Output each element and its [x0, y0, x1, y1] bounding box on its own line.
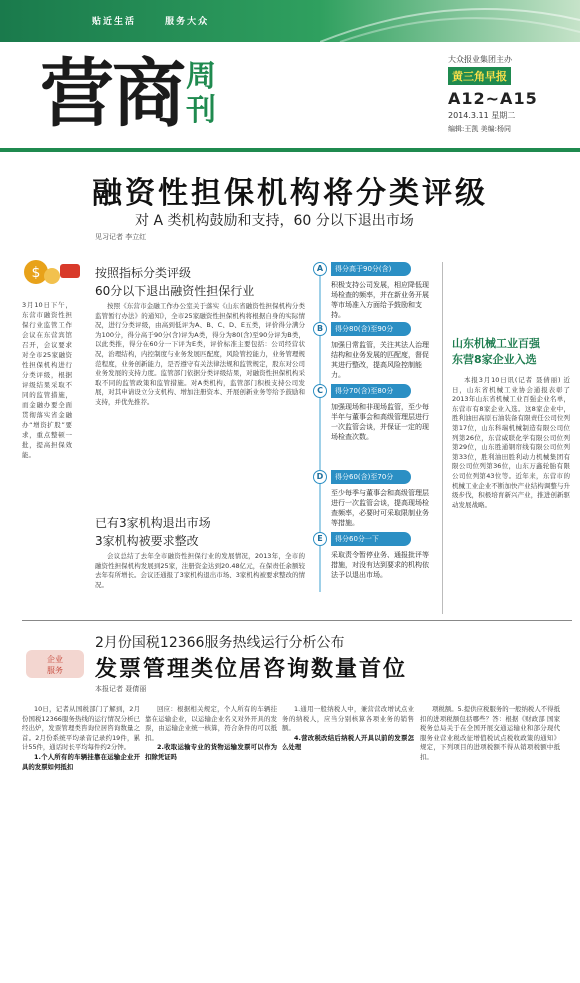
paragraph: 1.通用一般纳税人中，兼营营改增试点业务的纳税人，应当分别核算各项业务的销售额。 [282, 705, 414, 733]
banner-slogan [92, 14, 209, 27]
sidebar-body: 本报3月10日讯(记者 聂倩丽) 近日，山东省机械工业协会通报表彰了2013年山东省机械工业百强企业名单，东营市有8家企业入选。这8家企业中，胜利油田高原石油装备有限责任公司位列第17位，山东科瑞机械制造有限公司位列第26位，东营威联化学有限公司位列第29位，山东胜通钢帘线有限公司位列第33位，胜利油田胜利动力机械集团有限公司位列第36位，山东万鑫轮胎有限公司位列第43位等。近年来，东营市的机械工业企业不断加快产业结构调整与升级步伐，积极培育新兴产业，推进创新驱动发展战略。 [452, 376, 570, 509]
subhead-1b: 60分以下退出融资性担保行业 [95, 284, 255, 298]
grade-letter: D [313, 470, 327, 484]
grade-band: 得分60分一下 [331, 532, 411, 546]
paragraph: 项税额。5.提供应税服务的一般纳税人不得抵扣的进项税额包括哪些？答：根据《财政部 国家税务总局关于在全国开展交通运输业和部分现代服务业营业税改征增值税试点税收政策的通知》规定，下列项目的进项税额不得从销项税额中抵扣。 [420, 705, 560, 761]
question-heading: 2.收取运输专业的货物运输发票可以作为扣除凭证吗 [145, 743, 277, 761]
grade-text: 加强现场和非现场监管，至少每半年与董事会和高级管理层进行一次监管会谈，并保证一定的现场检查次数。 [331, 403, 429, 441]
paragraph: 10日，记者从国税部门了解到，2月份国税12366服务热线的运行情况分析已经出炉，发票管理类咨询位居咨询数量之首。2月份系统平均录音记录约19件，累计55件，通话时长平均每件约2分钟。 [22, 705, 140, 752]
lead-paragraph: 3月10日下午，东营市融资性担保行业监管工作会议在东营宾馆召开，会议要求对全市25家融资性担保机构进行分类评级，根据评级结果采取不同的监管措施，而金融办要全面贯彻落实省金融办“增资扩股”要求，重点整顿一批，提高担保效能。 [22, 301, 72, 459]
article1-body-2: 会议总结了去年全市融资性担保行业的发展情况，2013年，全市的融资性担保机构发展到25家，注册资金达到20.48亿元，在保责任余额较去年有所增长。会议还通报了3家机构退出市场、3家机构被要求整改的情况。 [95, 552, 305, 589]
headline-subtitle: 对 A 类机构鼓励和支持，60 分以下退出市场 [135, 213, 414, 229]
paragraph: 回应：根据相关规定，个人所有的车辆挂靠在运输企业，以运输企业名义对外开具的发票，由运输企业统一核算，符合条件的可以抵扣。 [145, 705, 277, 742]
masthead-weekly: 周刊 [186, 59, 216, 128]
masthead [0, 42, 580, 152]
article2-column-1 [22, 705, 140, 975]
byline-article1: 见习记者 李立红 [95, 233, 147, 241]
sidebar-title-2: 东营8家企业入选 [452, 353, 537, 366]
article2-kicker: 2月份国税12366服务热线运行分析公布 [95, 635, 345, 651]
column-divider [442, 262, 443, 614]
grade-text: 至少每季与董事会和高级管理层进行一次监管会谈，提高现场检查频率，必要时可采取限制业务等措施。 [331, 489, 429, 527]
article1-body-1: 按照《东营市金融工作办公室关于落实《山东省融资性担保机构分类监管暂行办法》的通知》，全市25家融资性担保机构将根据自身的实际情况，进行分类评级，由高到低评为A、B、C、D、E五类，评价得分满分为100分，得分高于90分(含)评为A类，得分为80(含)至90分评为B类，以此类推，得分在60分一下评为E类，评价标准主要包括：公司经营状况，治理结构，内控制度与业务发展匹配度，风险管控能力，业务管理规范程度，业务创新能力，是否遵守有关法律法规和监管规定，股东对公司业务发展的支持力度。监管部门依据分类评级结果，对融资性担保机构采取不同的监管政策和监管措施。对A类机构，监管部门积极支持公司发展，对其申请设立分支机构、增加注册资本、开展创新业务等给予鼓励和支持，并优先推荐。 [95, 302, 305, 406]
byline-article2: 本报记者 聂倩丽 [95, 685, 147, 693]
enterprise-service-icon [22, 644, 88, 684]
grade-letter: C [313, 384, 327, 398]
editor-credit: 编辑:王凯 美编:杨同 [448, 125, 511, 133]
article2-headline: 发票管理类位居咨询数量首位 [95, 657, 408, 682]
publication-info [448, 54, 578, 134]
slogan-1: 贴近生活 [92, 17, 137, 27]
grade-band: 得分60(含)至70分 [331, 470, 411, 484]
grade-letter: A [313, 262, 327, 276]
banner-decoration [320, 0, 580, 42]
subhead-2a: 已有3家机构退出市场 [95, 516, 211, 530]
subhead-2b: 3家机构被要求整改 [95, 534, 199, 548]
grade-text: 积极支持公司发展，相应降低现场检查的频率，并在新业务开展等市场准入方面给予鼓励和支持。 [331, 281, 429, 319]
newspaper-brand: 黄三角早报 [448, 67, 511, 85]
section-divider [22, 620, 572, 621]
svg-text:服务: 服务 [47, 666, 63, 675]
slogan-2: 服务大众 [165, 17, 210, 27]
question-heading: 4.营改税改结后纳税人开具以前的发票怎么处理 [282, 733, 414, 752]
headline-main: 融资性担保机构将分类评级 [92, 176, 488, 211]
svg-text:企业: 企业 [47, 655, 63, 664]
grade-band: 得分80(含)至90分 [331, 322, 411, 336]
moneybag-icon [22, 250, 82, 290]
grade-timeline [313, 262, 433, 614]
issue-date: 2014.3.11 星期二 [448, 111, 516, 120]
publisher: 大众报业集团主办 [448, 55, 512, 64]
masthead-title: 营商 [40, 51, 184, 137]
grade-text: 采取责令暂停业务、通报批评等措施，对没有达到要求的机构依法予以退出市场。 [331, 551, 429, 579]
grade-text: 加强日常监管，关注其法人治理结构和业务发展的匹配度，督促其进行整改，提高风险控制能力。 [331, 341, 429, 379]
question-heading: 1.个人所有的车辆挂靠在运输企业开具的发票如何抵扣 [22, 752, 140, 771]
page-range: A12~A15 [448, 89, 538, 108]
grade-band: 得分高于90分(含) [331, 262, 411, 276]
article2-column-4 [420, 705, 560, 975]
grade-band: 得分70(含)至80分 [331, 384, 411, 398]
subhead-1a: 按照指标分类评级 [95, 266, 192, 280]
top-banner [0, 0, 580, 42]
svg-text:$: $ [31, 265, 41, 281]
article2-column-3 [282, 705, 414, 975]
grade-letter: B [313, 322, 327, 336]
article2-column-2 [145, 705, 277, 975]
sidebar-title-1: 山东机械工业百强 [452, 337, 540, 350]
grade-letter: E [313, 532, 327, 546]
